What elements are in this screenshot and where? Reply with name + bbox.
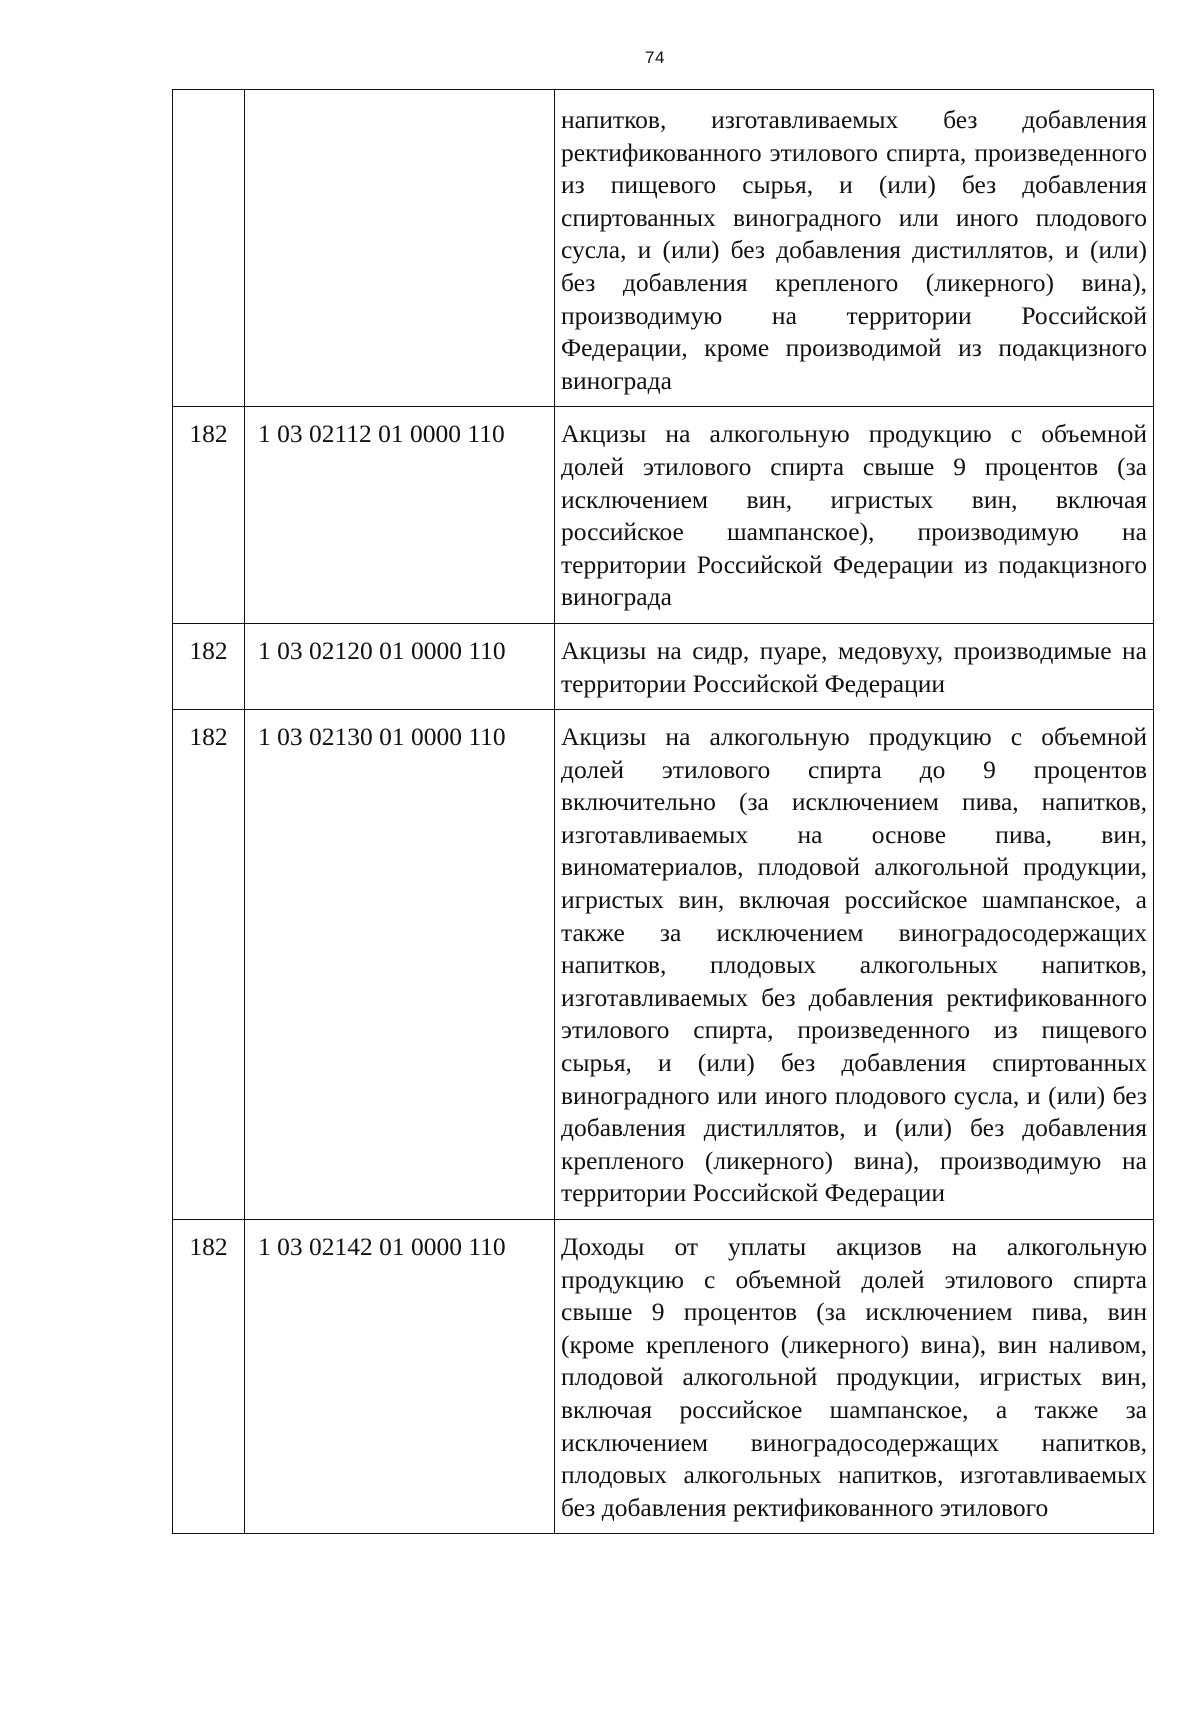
table-row — [173, 710, 1154, 1220]
income-name-cell: Акцизы на алкогольную продукцию с объемной долей этилового спирта свыше 9 процентов (за исключением вин, игристых вин, включая российское шампанское), производимую на территории Российской Федерации из подакцизного винограда — [555, 407, 1154, 624]
budget-classification-table — [172, 89, 1154, 1534]
admin-code-cell — [173, 90, 245, 407]
table-row — [173, 623, 1154, 709]
table-row — [173, 1220, 1154, 1534]
income-name-cell: Акцизы на алкогольную продукцию с объемной долей этилового спирта до 9 процентов включительно (за исключением пива, напитков, изготавливаемых на основе пива, вин, виноматериалов, плодовой алкогольной продукции, игристых вин, включая российское шампанское, а также за исключением виноградосодержащих напитков, плодовых алкогольных напитков, изготавливаемых без добавления ректификованного этилового спирта, произведенного из пищевого сырья, и (или) без добавления спиртованных виноградного или иного плодового сусла, и (или) без добавления дистиллятов, и (или) без добавления крепленого (ликерного) вина), производимую на территории Российской Федерации — [555, 710, 1154, 1220]
admin-code-cell: 182 — [173, 407, 245, 624]
budget-code-cell — [245, 90, 555, 407]
budget-code-cell: 1 03 02130 01 0000 110 — [245, 710, 555, 1220]
page-number: 74 — [645, 48, 665, 67]
table-row — [173, 90, 1154, 407]
income-name-cell: Акцизы на сидр, пуаре, медовуху, производимые на территории Российской Федерации — [555, 623, 1154, 709]
income-name-cell: Доходы от уплаты акцизов на алкогольную продукцию с объемной долей этилового спирта свыше 9 процентов (за исключением пива, вин (кроме крепленого (ликерного) вина), вин наливом, плодовой алкогольной продукции, игристых вин, включая российское шампанское, а также за исключением виноградосодержащих напитков, плодовых алкогольных напитков, изготавливаемых без добавления ректификованного этилового — [555, 1220, 1154, 1534]
budget-code-cell: 1 03 02120 01 0000 110 — [245, 623, 555, 709]
table-row — [173, 407, 1154, 624]
admin-code-cell: 182 — [173, 710, 245, 1220]
admin-code-cell: 182 — [173, 1220, 245, 1534]
income-name-cell: напитков, изготавливаемых без добавления ректификованного этилового спирта, произведенного из пищевого сырья, и (или) без добавления спиртованных виноградного или иного плодового сусла, и (или) без добавления дистиллятов, и (или) без добавления крепленого (ликерного) вина), производимую на территории Российской Федерации, кроме производимой из подакцизного винограда — [555, 90, 1154, 407]
budget-code-cell: 1 03 02112 01 0000 110 — [245, 407, 555, 624]
admin-code-cell: 182 — [173, 623, 245, 709]
budget-code-cell: 1 03 02142 01 0000 110 — [245, 1220, 555, 1534]
